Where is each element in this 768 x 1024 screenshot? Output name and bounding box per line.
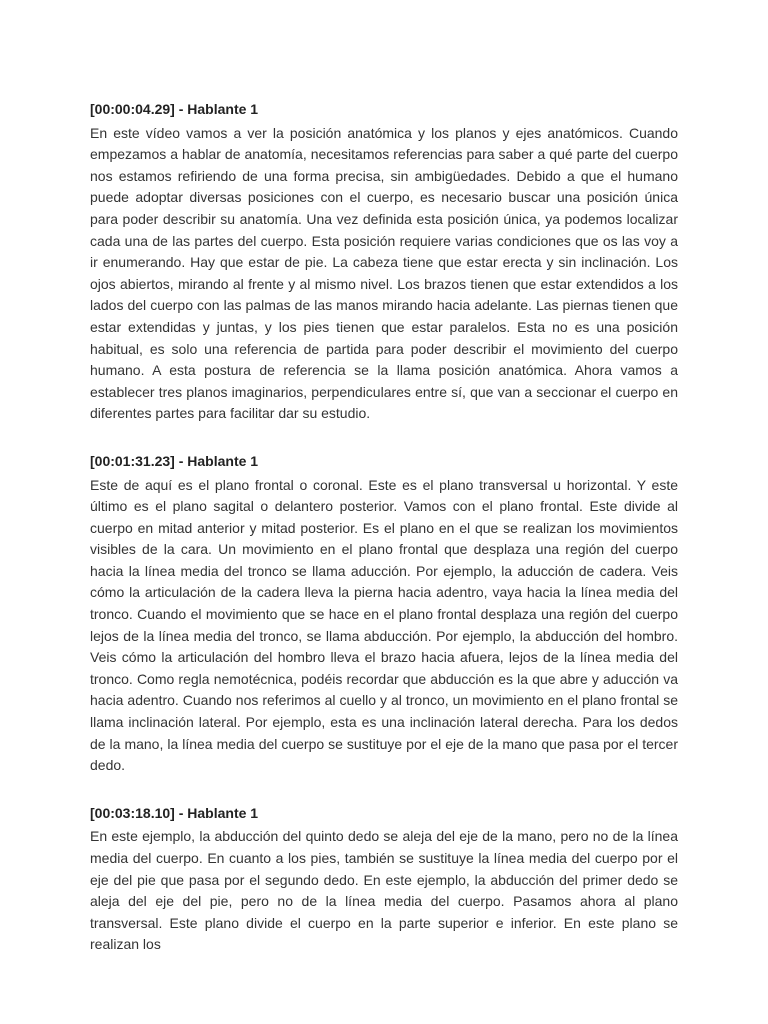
segment-timestamp-speaker: [00:01:31.23] - Hablante 1	[90, 452, 259, 469]
segment-text: Este de aquí es el plano frontal o coronal. Este es el plano transversal u horizontal. Y este último es el plano sagital o delantero posterior. Vamos con el plano frontal. Este divide al cuerpo en mitad anterior y mitad posterior. Es el plano en el que se realizan los movimientos visibles de la cara. Un movimiento en el plano frontal que desplaza una región del cuerpo hacia la línea media del tronco se llama aducción. Por ejemplo, la aducción de cadera. Veis cómo la articulación de la cadera lleva la pierna hacia adentro, vaya hacia la línea media del tronco. Cuando el movimiento que se hace en el plano frontal desplaza una región del cuerpo lejos de la línea media del tronco, se llama abducción. Por ejemplo, la abducción del hombro. Veis cómo la articulación del hombro lleva el brazo hacia afuera, lejos de la línea media del tronco. Como regla nemotécnica, podéis recordar que abducción es la que abre y aducción va hacia adentro. Cuando nos referimos al cuello y al tronco, un movimiento en el plano frontal se llama inclinación lateral. Por ejemplo, esta es una inclinación lateral derecha. Para los dedos de la mano, la línea media del cuerpo se sustituye por el eje de la mano que pasa por el tercer dedo.	[90, 476, 678, 774]
segment-text: En este ejemplo, la abducción del quinto dedo se aleja del eje de la mano, pero no de la línea media del cuerpo. En cuanto a los pies, también se sustituye la línea media del cuerpo por el eje del pie que pasa por el segundo dedo. En este ejemplo, la abducción del primer dedo se aleja del eje del pie, pero no de la línea media del cuerpo. Pasamos ahora al plano transversal. Este plano divide el cuerpo en la parte superior e inferior. En este plano se realizan los	[90, 828, 678, 953]
transcript-document	[90, 99, 678, 982]
segment-text: En este vídeo vamos a ver la posición anatómica y los planos y ejes anatómicos. Cuando empezamos a hablar de anatomía, necesitamos referencias para saber a qué parte del cuerpo nos estamos refiriendo de una forma precisa, sin ambigüedades. Debido a que el humano puede adoptar diversas posiciones con el cuerpo, es necesario buscar una posición única para poder describir su anatomía. Una vez definida esta posición única, ya podemos localizar cada una de las partes del cuerpo. Esta posición requiere varias condiciones que os las voy a ir enumerando. Hay que estar de pie. La cabeza tiene que estar erecta y sin inclinación. Los ojos abiertos, mirando al frente y al mismo nivel. Los brazos tienen que estar extendidos a los lados del cuerpo con las palmas de las manos mirando hacia adelante. Las piernas tienen que estar extendidas y juntas, y los pies tienen que estar paralelos. Esta no es una posición habitual, es solo una referencia de partida para poder describir el movimiento del cuerpo humano. A esta postura de referencia se la llama posición anatómica. Ahora vamos a establecer tres planos imaginarios, perpendiculares entre sí, que van a seccionar el cuerpo en diferentes partes para facilitar dar su estudio.	[90, 124, 678, 422]
transcript-segment-3	[90, 803, 678, 956]
segment-timestamp-speaker: [00:03:18.10] - Hablante 1	[90, 804, 259, 821]
transcript-segment-1	[90, 99, 678, 425]
segment-timestamp-speaker: [00:00:04.29] - Hablante 1	[90, 101, 259, 117]
transcript-segment-2	[90, 451, 678, 777]
